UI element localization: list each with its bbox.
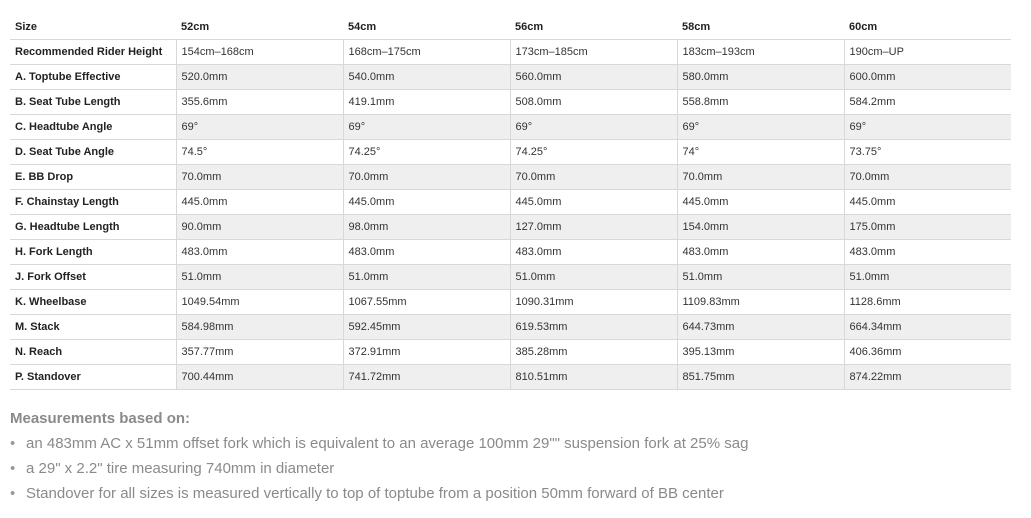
note-text: Standover for all sizes is measured vertically to top of toptube from a position 50mm forward of BB center [26,485,724,502]
bullet-icon: • [10,460,16,477]
table-cell: 168cm–175cm [343,40,510,65]
table-row [10,190,1011,215]
table-header-row [10,15,1011,40]
table-row [10,315,1011,340]
table-cell: 406.36mm [844,340,1011,365]
row-label: M. Stack [10,315,176,340]
table-cell: 520.0mm [176,65,343,90]
table-row [10,365,1011,390]
table-row [10,140,1011,165]
table-cell: 51.0mm [176,265,343,290]
table-cell: 619.53mm [510,315,677,340]
table-row [10,65,1011,90]
table-row [10,115,1011,140]
table-cell: 1049.54mm [176,290,343,315]
table-cell: 483.0mm [677,240,844,265]
table-row [10,240,1011,265]
row-label: D. Seat Tube Angle [10,140,176,165]
row-label: K. Wheelbase [10,290,176,315]
table-cell: 445.0mm [677,190,844,215]
table-cell: 445.0mm [176,190,343,215]
header-52cm: 52cm [176,15,343,40]
table-cell: 700.44mm [176,365,343,390]
table-cell: 355.6mm [176,90,343,115]
table-cell: 154cm–168cm [176,40,343,65]
table-cell: 483.0mm [176,240,343,265]
table-cell: 664.34mm [844,315,1011,340]
row-label: B. Seat Tube Length [10,90,176,115]
table-cell: 70.0mm [844,165,1011,190]
measurement-notes [10,410,1010,506]
table-cell: 419.1mm [343,90,510,115]
table-cell: 584.2mm [844,90,1011,115]
note-text: an 483mm AC x 51mm offset fork which is equivalent to an average 100mm 29"" suspension fork at 25% sag [26,435,749,452]
row-label: P. Standover [10,365,176,390]
table-cell: 183cm–193cm [677,40,844,65]
table-cell: 1090.31mm [510,290,677,315]
table-row [10,215,1011,240]
list-item [10,481,1010,506]
table-cell: 69° [176,115,343,140]
table-cell: 70.0mm [343,165,510,190]
table-cell: 445.0mm [343,190,510,215]
row-label: C. Headtube Angle [10,115,176,140]
row-label: J. Fork Offset [10,265,176,290]
table-cell: 69° [677,115,844,140]
table-cell: 69° [343,115,510,140]
table-cell: 173cm–185cm [510,40,677,65]
table-cell: 810.51mm [510,365,677,390]
header-60cm: 60cm [844,15,1011,40]
notes-list [10,431,1010,506]
table-cell: 1128.6mm [844,290,1011,315]
table-cell: 69° [844,115,1011,140]
table-cell: 70.0mm [176,165,343,190]
table-cell: 175.0mm [844,215,1011,240]
header-size: Size [10,15,176,40]
table-cell: 154.0mm [677,215,844,240]
table-cell: 69° [510,115,677,140]
table-row [10,40,1011,65]
row-label: E. BB Drop [10,165,176,190]
table-cell: 70.0mm [510,165,677,190]
header-56cm: 56cm [510,15,677,40]
table-cell: 90.0mm [176,215,343,240]
table-cell: 483.0mm [510,240,677,265]
table-row [10,290,1011,315]
table-cell: 741.72mm [343,365,510,390]
table-cell: 51.0mm [343,265,510,290]
table-cell: 560.0mm [510,65,677,90]
table-cell: 74.25° [343,140,510,165]
table-cell: 600.0mm [844,65,1011,90]
table-cell: 70.0mm [677,165,844,190]
table-cell: 127.0mm [510,215,677,240]
table-cell: 508.0mm [510,90,677,115]
table-cell: 592.45mm [343,315,510,340]
table-cell: 385.28mm [510,340,677,365]
row-label: N. Reach [10,340,176,365]
table-cell: 540.0mm [343,65,510,90]
table-cell: 357.77mm [176,340,343,365]
table-row [10,165,1011,190]
table-cell: 74° [677,140,844,165]
row-label: G. Headtube Length [10,215,176,240]
table-cell: 73.75° [844,140,1011,165]
bullet-icon: • [10,435,16,452]
row-label: H. Fork Length [10,240,176,265]
bullet-icon: • [10,485,16,502]
header-54cm: 54cm [343,15,510,40]
note-text: a 29" x 2.2" tire measuring 740mm in diameter [26,460,335,477]
table-cell: 74.25° [510,140,677,165]
table-cell: 190cm–UP [844,40,1011,65]
table-cell: 372.91mm [343,340,510,365]
table-cell: 74.5° [176,140,343,165]
table-cell: 51.0mm [510,265,677,290]
table-cell: 851.75mm [677,365,844,390]
table-cell: 558.8mm [677,90,844,115]
table-cell: 1109.83mm [677,290,844,315]
table-body [10,40,1011,390]
table-cell: 51.0mm [844,265,1011,290]
table-row [10,90,1011,115]
table-cell: 644.73mm [677,315,844,340]
table-cell: 580.0mm [677,65,844,90]
table-cell: 584.98mm [176,315,343,340]
table-cell: 98.0mm [343,215,510,240]
table-row [10,340,1011,365]
table-cell: 395.13mm [677,340,844,365]
table-row [10,265,1011,290]
geometry-table [10,15,1011,390]
row-label: Recommended Rider Height [10,40,176,65]
list-item [10,456,1010,481]
header-58cm: 58cm [677,15,844,40]
table-cell: 874.22mm [844,365,1011,390]
table-cell: 51.0mm [677,265,844,290]
table-cell: 1067.55mm [343,290,510,315]
table-cell: 445.0mm [510,190,677,215]
notes-heading: Measurements based on: [10,410,191,427]
list-item [10,431,1010,456]
table-cell: 483.0mm [844,240,1011,265]
table-cell: 483.0mm [343,240,510,265]
row-label: F. Chainstay Length [10,190,176,215]
row-label: A. Toptube Effective [10,65,176,90]
table-cell: 445.0mm [844,190,1011,215]
